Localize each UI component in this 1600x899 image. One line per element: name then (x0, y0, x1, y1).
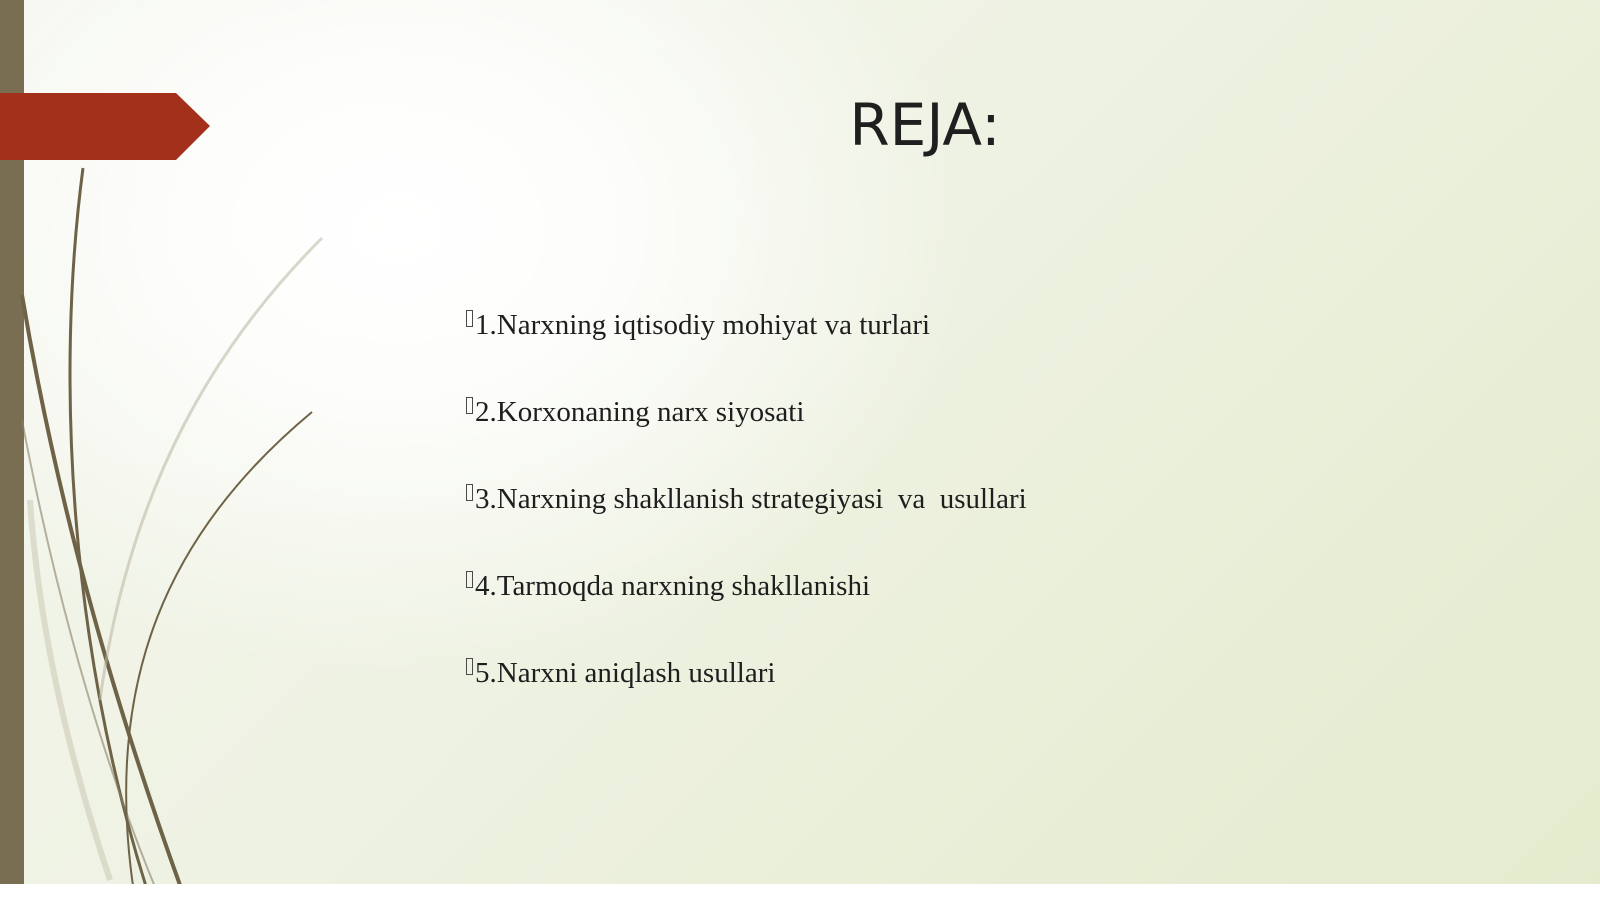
list-item-text: 5.Narxni aniqlash usullari (475, 657, 776, 689)
bullet-icon (466, 658, 473, 675)
list-item (466, 387, 1027, 474)
list-item-text: 1.Narxning iqtisodiy mohiyat va turlari (475, 309, 931, 341)
list-item-text: 4.Tarmoqda narxning shakllanishi (475, 570, 871, 602)
slide-title: REJA: (849, 91, 1001, 159)
list-item (466, 561, 1027, 648)
list-item-text: 3.Narxning shakllanish strategiyasi va usullari (475, 483, 1027, 515)
bullet-icon (466, 397, 473, 414)
list-item-text: 2.Korxonaning narx siyosati (475, 396, 805, 428)
title-arrow-shape (0, 93, 212, 160)
list-item (466, 474, 1027, 561)
bottom-edge (0, 884, 1600, 899)
agenda-list (466, 300, 1027, 735)
bullet-icon (466, 484, 473, 501)
bullet-icon (466, 571, 473, 588)
list-item (466, 300, 1027, 387)
list-item (466, 648, 1027, 735)
bullet-icon (466, 310, 473, 327)
